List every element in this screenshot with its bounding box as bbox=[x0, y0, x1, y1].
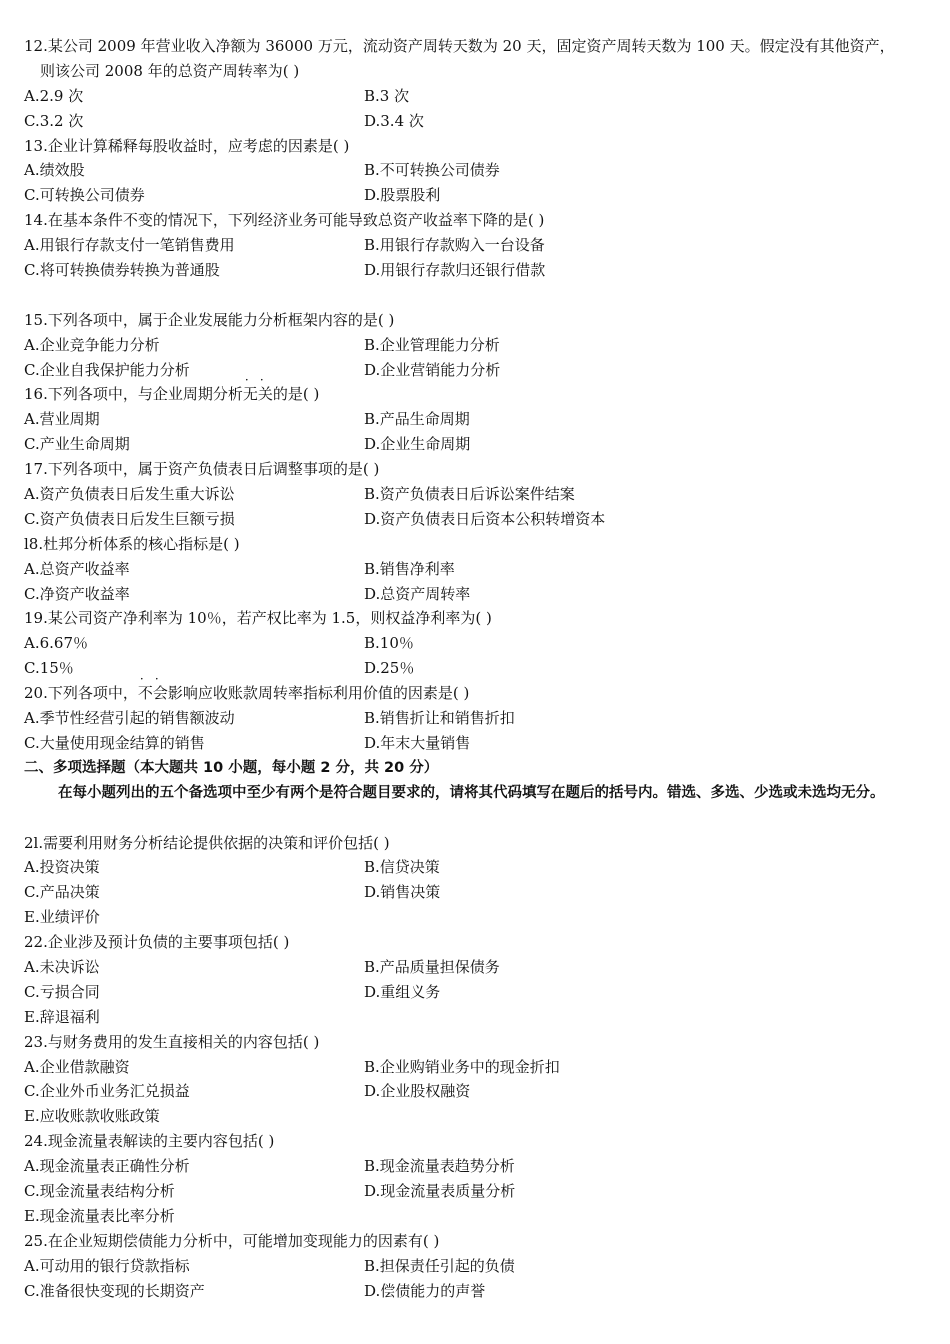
option-b: B.不可转换公司债券 bbox=[364, 161, 500, 180]
question-stem-text: l8.杜邦分析体系的核心指标是( ) bbox=[24, 534, 240, 553]
emphasis-dot: · bbox=[139, 672, 144, 687]
question-stem-text: 则该公司 2008 年的总资产周转率为( ) bbox=[40, 61, 300, 80]
option-row bbox=[24, 1055, 934, 1080]
option-c: C.亏损合同 bbox=[24, 982, 100, 1001]
emphasis-word: 不会 bbox=[137, 684, 168, 703]
question-stem-text: 2l.需要利用财务分析结论提供依据的决策和评价包括( ) bbox=[24, 833, 390, 852]
question-stem-text: 影响应收账款周转率指标利用价值的因素是( ) bbox=[167, 684, 470, 703]
question-stem-text: 的是( ) bbox=[272, 385, 320, 404]
question-22-stem bbox=[24, 930, 934, 955]
question-14-stem bbox=[24, 208, 934, 233]
question-stem-text: 16.下列各项中，与企业周期分析 bbox=[24, 385, 243, 404]
option-d: D.企业生命周期 bbox=[364, 435, 471, 454]
option-d: D.资产负债表日后资本公积转增资本 bbox=[364, 509, 606, 528]
question-stem-text: 13.企业计算稀释每股收益时，应考虑的因素是( ) bbox=[24, 136, 350, 155]
question-25-stem bbox=[24, 1229, 934, 1254]
option-b: B.用银行存款购入一台设备 bbox=[364, 236, 545, 255]
option-e: E.业绩评价 bbox=[24, 908, 100, 927]
option-a: A.现金流量表正确性分析 bbox=[24, 1157, 190, 1176]
option-row bbox=[24, 582, 934, 607]
option-row bbox=[24, 507, 934, 532]
option-row bbox=[24, 233, 934, 258]
option-c: C.现金流量表结构分析 bbox=[24, 1181, 175, 1200]
option-d: D.重组义务 bbox=[364, 982, 441, 1001]
section-2-title: 二、多项选择题（本大题共 10 小题，每小题 2 分，共 20 分） bbox=[24, 759, 439, 776]
option-c: C.准备很快变现的长期资产 bbox=[24, 1281, 205, 1300]
option-d: D.企业营销能力分析 bbox=[364, 360, 501, 379]
option-d: D.偿债能力的声誉 bbox=[364, 1281, 486, 1300]
option-c: C.大量使用现金结算的销售 bbox=[24, 733, 205, 752]
question-21-stem bbox=[24, 831, 934, 856]
option-a: A.企业竞争能力分析 bbox=[24, 335, 160, 354]
option-row bbox=[24, 1179, 934, 1204]
emphasis-text bbox=[137, 672, 168, 703]
question-12-stem-cont bbox=[24, 59, 934, 84]
option-b: B.资产负债表日后诉讼案件结案 bbox=[364, 485, 575, 504]
option-d: D.企业股权融资 bbox=[364, 1082, 471, 1101]
emphasis-word: 无关 bbox=[242, 385, 273, 404]
question-stem-text: 25.在企业短期偿债能力分析中，可能增加变现能力的因素有( ) bbox=[24, 1231, 440, 1250]
question-stem-text: 20.下列各项中， bbox=[24, 684, 138, 703]
option-d: D.股票股利 bbox=[364, 186, 441, 205]
option-row bbox=[24, 258, 934, 283]
option-row bbox=[24, 158, 934, 183]
question-20-stem bbox=[24, 672, 934, 706]
emphasis-dot: · bbox=[259, 373, 264, 388]
option-b: B.担保责任引起的负债 bbox=[364, 1256, 515, 1275]
option-e: E.现金流量表比率分析 bbox=[24, 1206, 175, 1225]
option-a: A.6.67％ bbox=[24, 634, 88, 653]
emphasis-dot: · bbox=[154, 672, 159, 687]
question-12-stem bbox=[24, 34, 934, 59]
option-row bbox=[24, 656, 934, 681]
option-a: A.2.9 次 bbox=[24, 86, 84, 105]
option-b: B.销售净利率 bbox=[364, 559, 455, 578]
option-c: C.资产负债表日后发生巨额亏损 bbox=[24, 509, 235, 528]
section-2-instructions: 在每小题列出的五个备选项中至少有两个是符合题目要求的，请将其代码填写在题后的括号内。错选、多选、少选或未选均无分。 bbox=[58, 784, 885, 801]
emphasis-text bbox=[242, 373, 273, 404]
option-d: D.3.4 次 bbox=[364, 111, 424, 130]
option-d: D.现金流量表质量分析 bbox=[364, 1181, 516, 1200]
option-row bbox=[24, 631, 934, 656]
option-a: A.投资决策 bbox=[24, 858, 100, 877]
option-c: C.3.2 次 bbox=[24, 111, 84, 130]
option-a: A.绩效股 bbox=[24, 161, 85, 180]
option-b: B.现金流量表趋势分析 bbox=[364, 1157, 515, 1176]
option-e: E.辞退福利 bbox=[24, 1007, 100, 1026]
option-row bbox=[24, 980, 934, 1005]
option-a: A.总资产收益率 bbox=[24, 559, 130, 578]
exam-page bbox=[24, 34, 934, 1303]
option-b: B.10％ bbox=[364, 634, 414, 653]
option-a: A.企业借款融资 bbox=[24, 1057, 130, 1076]
option-e: E.应收账款收账政策 bbox=[24, 1107, 160, 1126]
option-c: C.可转换公司债券 bbox=[24, 186, 145, 205]
option-b: B.企业管理能力分析 bbox=[364, 335, 500, 354]
question-16-stem bbox=[24, 373, 934, 407]
option-d: D.用银行存款归还银行借款 bbox=[364, 261, 546, 280]
option-row bbox=[24, 482, 934, 507]
blank-spacer bbox=[24, 283, 934, 308]
question-stem-text: 24.现金流量表解读的主要内容包括( ) bbox=[24, 1132, 275, 1151]
emphasis-dot: · bbox=[244, 373, 249, 388]
question-24-stem bbox=[24, 1129, 934, 1154]
option-b: B.销售折让和销售折扣 bbox=[364, 709, 515, 728]
question-15-stem bbox=[24, 308, 934, 333]
option-c: C.产业生命周期 bbox=[24, 435, 130, 454]
option-row bbox=[24, 731, 934, 756]
option-a: A.可动用的银行贷款指标 bbox=[24, 1256, 190, 1275]
option-row bbox=[24, 1154, 934, 1179]
option-row bbox=[24, 706, 934, 731]
option-row bbox=[24, 432, 934, 457]
option-row bbox=[24, 407, 934, 432]
question-stem-text: 14.在基本条件不变的情况下，下列经济业务可能导致总资产收益率下降的是( ) bbox=[24, 211, 545, 230]
option-c: C.企业自我保护能力分析 bbox=[24, 360, 190, 379]
option-row bbox=[24, 1279, 934, 1304]
option-a: A.未决诉讼 bbox=[24, 957, 100, 976]
option-row bbox=[24, 109, 934, 134]
option-b: B.3 次 bbox=[364, 86, 410, 105]
option-d: D.25％ bbox=[364, 659, 415, 678]
option-b: B.产品生命周期 bbox=[364, 410, 470, 429]
question-stem-text: 19.某公司资产净利率为 10％，若产权比率为 1.5，则权益净利率为( ) bbox=[24, 609, 492, 628]
option-c: C.15％ bbox=[24, 659, 74, 678]
option-a: A.营业周期 bbox=[24, 410, 100, 429]
option-row bbox=[24, 955, 934, 980]
option-row bbox=[24, 84, 934, 109]
option-row bbox=[24, 358, 934, 383]
option-c: C.净资产收益率 bbox=[24, 584, 130, 603]
option-d: D.总资产周转率 bbox=[364, 584, 471, 603]
option-d: D.销售决策 bbox=[364, 883, 441, 902]
option-b: B.企业购销业务中的现金折扣 bbox=[364, 1057, 560, 1076]
option-a: A.用银行存款支付一笔销售费用 bbox=[24, 236, 235, 255]
option-a: A.季节性经营引起的销售额波动 bbox=[24, 709, 235, 728]
option-row bbox=[24, 183, 934, 208]
option-c: C.将可转换债券转换为普通股 bbox=[24, 261, 220, 280]
question-19-stem bbox=[24, 606, 934, 631]
question-stem-text: 17.下列各项中，属于资产负债表日后调整事项的是( ) bbox=[24, 460, 380, 479]
option-row bbox=[24, 855, 934, 880]
option-c: C.企业外币业务汇兑损益 bbox=[24, 1082, 190, 1101]
option-row bbox=[24, 333, 934, 358]
question-stem-text: 15.下列各项中，属于企业发展能力分析框架内容的是( ) bbox=[24, 310, 395, 329]
question-23-stem bbox=[24, 1030, 934, 1055]
option-b: B.信贷决策 bbox=[364, 858, 440, 877]
option-row bbox=[24, 1254, 934, 1279]
option-c: C.产品决策 bbox=[24, 883, 100, 902]
question-18-stem bbox=[24, 532, 934, 557]
option-b: B.产品质量担保债务 bbox=[364, 957, 500, 976]
option-row bbox=[24, 1079, 934, 1104]
question-stem-text: 12.某公司 2009 年营业收入净额为 36000 万元，流动资产周转天数为 20 天，固定资产周转天数为 100 天。假定没有其他资产， bbox=[24, 37, 895, 55]
option-d: D.年末大量销售 bbox=[364, 733, 471, 752]
question-13-stem bbox=[24, 134, 934, 159]
option-row bbox=[24, 557, 934, 582]
option-row bbox=[24, 880, 934, 905]
question-stem-text: 23.与财务费用的发生直接相关的内容包括( ) bbox=[24, 1032, 320, 1051]
question-stem-text: 22.企业涉及预计负债的主要事项包括( ) bbox=[24, 933, 290, 952]
question-17-stem bbox=[24, 457, 934, 482]
option-a: A.资产负债表日后发生重大诉讼 bbox=[24, 485, 235, 504]
